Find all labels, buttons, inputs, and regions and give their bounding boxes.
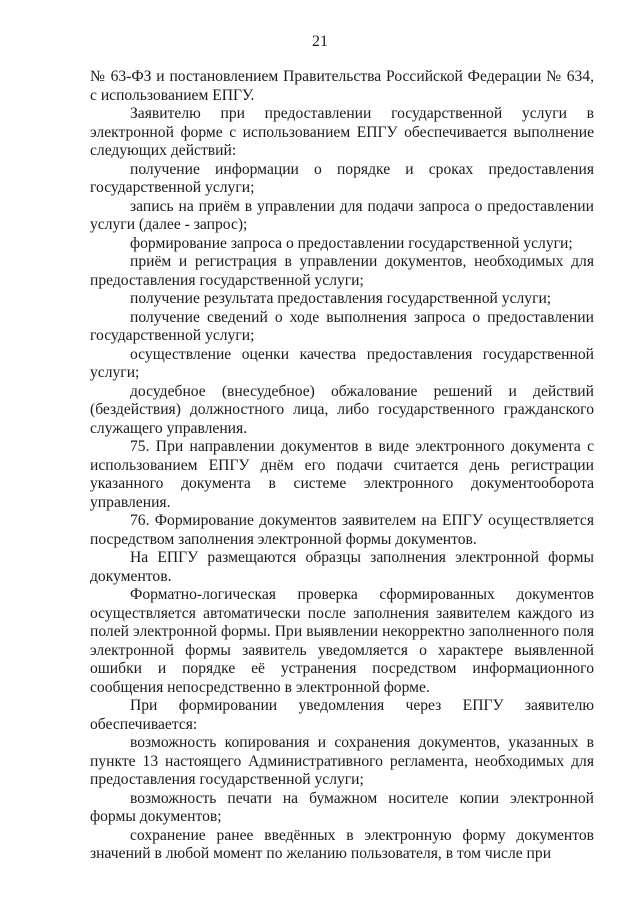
list-item: получение сведений о ходе выполнения запроса о предоставлении государственной услуги; [90,308,594,344]
paragraph: При формировании уведомления через ЕПГУ заявителю обеспечивается: [90,697,594,733]
document-body [90,68,594,864]
paragraph-2: Заявителю при предоставлении государственной услуги в электронной форме с использованием ЕПГУ обеспечивается выполнение следующих действий: [90,105,594,159]
list-item: сохранение ранее введённых в электронную форму документов значений в любой момент по желанию пользователя, в том числе при [90,826,594,862]
list-item: возможность копирования и сохранения документов, указанных в пункте 13 настоящего Административного регламента, необходимых для предоставления государственной услуги; [90,734,594,788]
list-item: досудебное (внесудебное) обжалование решений и действий (бездействия) должностного лица, либо государственного гражданского служащего управления. [90,382,594,437]
paragraph: На ЕПГУ размещаются образцы заполнения электронной формы документов. [90,549,594,585]
list-item: получение информации о порядке и сроках предоставления государственной услуги; [90,160,594,196]
clause-75: 75. При направлении документов в виде электронного документа с использованием ЕПГУ днём его подачи считается день регистрации указанного документа в системе электронного документооборота управления. [90,438,594,511]
list-item: осуществление оценки качества предоставления государственной услуги; [90,345,594,381]
list-item: приём и регистрация в управлении документов, необходимых для предоставления государственной услуги; [90,253,594,289]
list-item: возможность печати на бумажном носителе копии электронной формы документов; [90,789,594,825]
page-number: 21 [312,33,328,50]
paragraph: Форматно-логическая проверка сформированных документов осуществляется автоматически после заполнения заявителем каждого из полей электронной формы. При выявлении некорректно заполненного поля электронной формы заявитель уведомляется о характере выявленной ошибки и порядке её устранения посредством информационного сообщения непосредственно в электронной форме. [90,586,594,696]
list-item: получение результата предоставления государственной услуги; [130,290,552,307]
list-item: формирование запроса о предоставлении государственной услуги; [130,234,573,252]
clause-76: 76. Формирование документов заявителем на ЕПГУ осуществляется посредством заполнения электронной формы документов. [90,512,594,548]
paragraph-1: № 63-ФЗ и постановлением Правительства Российской Федерации № 634, с использованием ЕПГУ. [90,68,594,104]
list-item: запись на приём в управлении для подачи запроса о предоставлении услуги (далее - запрос); [90,197,594,233]
